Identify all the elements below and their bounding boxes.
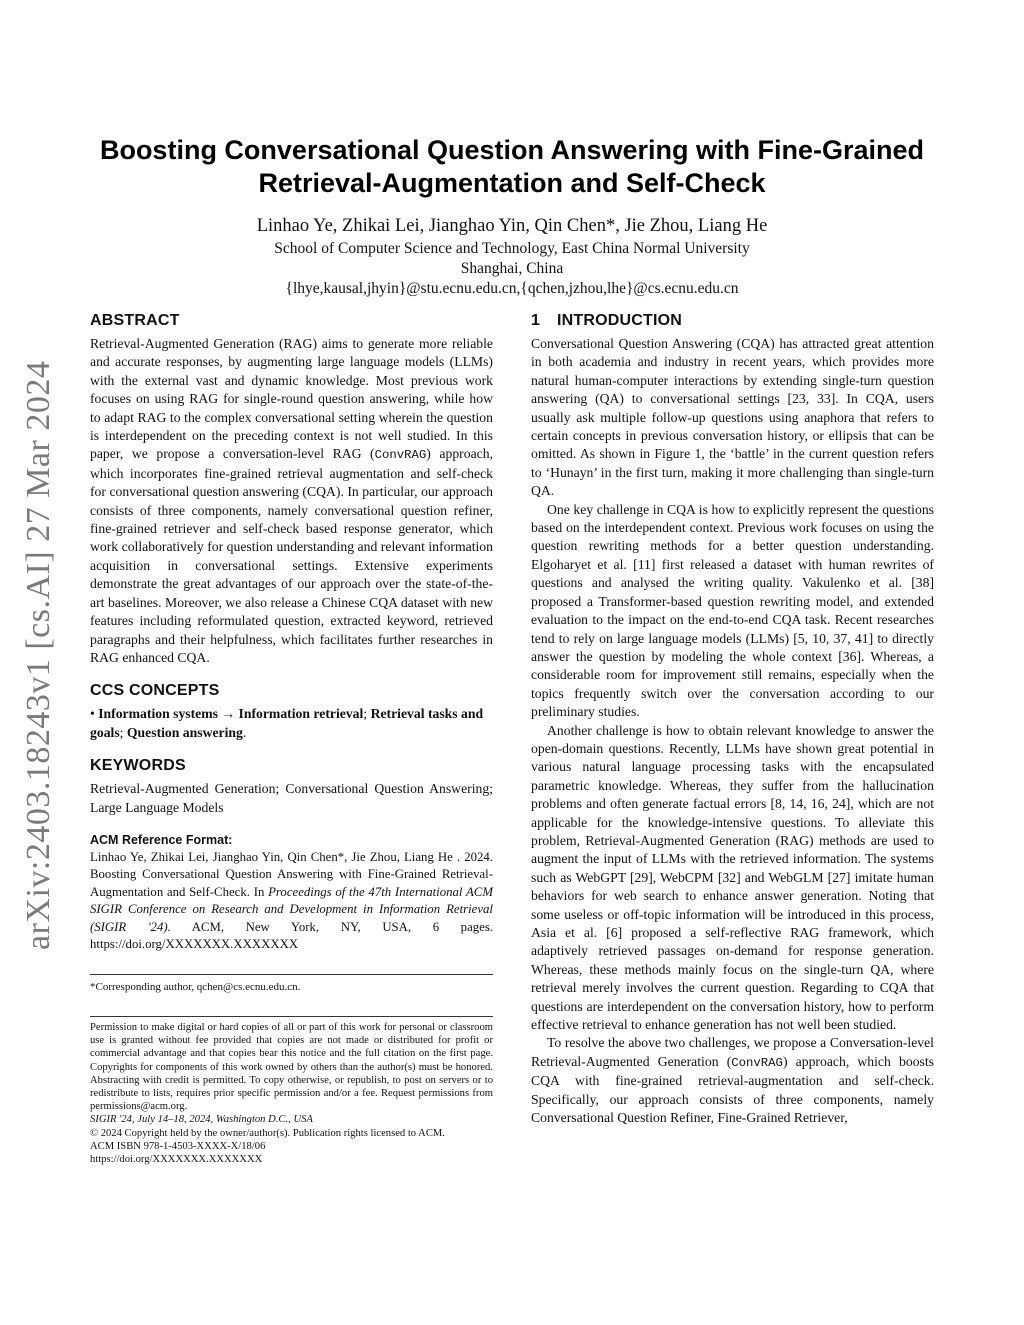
introduction-heading: 1 INTRODUCTION bbox=[531, 312, 683, 329]
acm-ref-heading: ACM Reference Format: bbox=[90, 832, 233, 847]
abstract-heading: ABSTRACT bbox=[90, 312, 180, 329]
title-line-1: Boosting Conversational Question Answering with Fine-Grained bbox=[99, 135, 925, 165]
permission-notice: Permission to make digital or hard copies of all or part of this work for personal or classroom use is granted without fee provided that copies are not made or distributed for profit or commercial advantage and that copies bear this notice and the full citation on the first page. Copyrights for components of this work owned by others than the author(s) must be honored. Abstracting with credit is permitted. To copy otherwise, or republish, to post on servers or to redistribute to lists, requires prior specific permission and/or a fee. Request permissions from permissions@acm.org. bbox=[90, 1021, 493, 1113]
intro-paragraph-2: One key challenge in CQA is how to explicitly represent the questions based on the interdependent context. Previous work focuses on using the question rewriting methods for a better question understanding. Elgoharyet et al. [11] first released a dataset with human rewrites of questions and analysed the writing quality. Vakulenko et al. [38] proposed a Transformer-based question rewriting model, and extended evaluation to the impact on the end-to-end CQA task. Recent researches tend to rely on large language models (LLMs) [5, 10, 37, 41] to directly answer the question by modeling the whole context [36]. Whereas, a considerable room for improvement still remains, especially when the topics frequently switch over the conversation according to our preliminary studies. bbox=[531, 501, 934, 720]
author-emails: {lhye,kausal,jhyin}@stu.ecnu.edu.cn,{qchen,jzhou,lhe}@cs.ecnu.edu.cn bbox=[285, 280, 739, 297]
location: Shanghai, China bbox=[460, 260, 564, 277]
doi-line: https://doi.org/XXXXXXX.XXXXXXX bbox=[90, 1153, 263, 1165]
affiliation: School of Computer Science and Technology, East China Normal University bbox=[274, 240, 750, 257]
convrag-code: ConvRAG bbox=[374, 448, 427, 463]
convrag-code: ConvRAG bbox=[731, 1055, 783, 1070]
acm-ref-text: Linhao Ye, Zhikai Lei, Jianghao Yin, Qin Chen*, Jie Zhou, Liang He . 2024. Boosting Conversational Question Answering with Fine-Grained Retrieval-Augmentation and Self-Check. In Proceedings of the 47th International ACM SIGIR Conference on Research and Development in Information Retrieval (SIGIR '24). ACM, New York, NY, USA, 6 pages. https://doi.org/XXXXXXX.XXXXXXX bbox=[90, 849, 494, 952]
paper-title bbox=[60, 134, 964, 200]
abstract-body: Retrieval-Augmented Generation (RAG) aims to generate more reliable and accurate responses, by augmenting large language models (LLMs) with the external vast and dynamic knowledge. Most previous work focuses on using RAG for single-round question answering, while how to adapt RAG to the complex conversational setting wherein the question is interdependent on the preceding context is not well studied. In this paper, we propose a conversation-level RAG (ConvRAG) approach, which incorporates fine-grained retrieval augmentation and self-check for conversational question answering (CQA). In particular, our approach consists of three components, namely conversational question refiner, fine-grained retriever and self-check based response generator, which work collaboratively for question understanding and relevant information acquisition in conversational settings. Extensive experiments demonstrate the great advantages of our approach over the state-of-the-art baselines. Moreover, we also release a Chinese CQA dataset with new features including reformulated question, extracted keyword, retrieved paragraphs and their helpfulness, which facilitates further researches in RAG enhanced CQA. bbox=[90, 336, 493, 665]
copyright-line: © 2024 Copyright held by the owner/author(s). Publication rights licensed to ACM. bbox=[90, 1127, 445, 1139]
author-list: Linhao Ye, Zhikai Lei, Jianghao Yin, Qin Chen*, Jie Zhou, Liang He bbox=[256, 216, 768, 236]
intro-paragraph-4: To resolve the above two challenges, we propose a Conversation-level Retrieval-Augmented Generation (ConvRAG) approach, which boosts CQA with fine-grained retrieval-augmentation and self-check. Specifically, our approach consists of three components, namely Conversational Question Refiner, Fine-Grained Retriever, bbox=[531, 1035, 935, 1126]
keywords-text: Retrieval-Augmented Generation; Conversational Question Answering; Large Language Models bbox=[90, 781, 493, 815]
arxiv-stamp: arXiv:2403.18243v1 [cs.AI] 27 Mar 2024 bbox=[20, 360, 57, 950]
left-column bbox=[90, 311, 493, 1166]
isbn-line: ACM ISBN 978-1-4503-XXXX-X/18/06 bbox=[90, 1140, 266, 1152]
intro-paragraph-3: Another challenge is how to obtain relevant knowledge to answer the open-domain questions. Recently, LLMs have shown great potential in various natural language processing tasks with the encapsulated parametric knowledge. Whereas, they suffer from the hallucination problems and often generate factual errors [8, 14, 16, 24], which are not applicable for the knowledge-intensive questions. To alleviate this problem, Retrieval-Augmented Generation (RAG) methods are used to augment the input of LLMs with the retrieved information. The systems such as WebGPT [29], WebCPM [32] and WebGLM [27] imitate human behaviors for web search to enhance answer generation. Noting that some useless or off-topic information will be introduced in this process, Asia et al. [6] proposed a self-reflective RAG framework, which adaptively retrieved passages on-demand for response generation. Whereas, these methods mainly focus on the single-turn QA, where retrieval merely involves the current question. Regarding to CQA that questions are interdependent on the conversation history, how to perform effective retrieval to enhance generation has not well been studied. bbox=[531, 722, 934, 1033]
ccs-heading: CCS CONCEPTS bbox=[90, 682, 220, 700]
venue-line: SIGIR '24, July 14–18, 2024, Washington D.C., USA bbox=[90, 1114, 313, 1126]
intro-paragraph-1: Conversational Question Answering (CQA) has attracted great attention in both academia and industry in recent years, which provides more natural human-computer interactions by extending single-turn question answering (QA) to conversational settings [23, 33]. In CQA, users usually ask multiple follow-up questions using anaphora that refers to certain concepts in previous conversation history, or ellipsis that can be omitted. As shown in Figure 1, the ‘battle’ in the current question refers to ‘Hunayn’ in the first turn, making it more challenging than single-turn QA. bbox=[531, 336, 934, 499]
title-line-2: Retrieval-Augmentation and Self-Check bbox=[258, 168, 766, 198]
corresponding-footnote: *Corresponding author, qchen@cs.ecnu.edu.cn. bbox=[90, 980, 301, 993]
right-column bbox=[531, 311, 934, 1127]
ccs-concepts: • Information systems → Information retrieval; Retrieval tasks and goals; Question answering. bbox=[90, 706, 484, 740]
keywords-heading: KEYWORDS bbox=[90, 757, 186, 775]
